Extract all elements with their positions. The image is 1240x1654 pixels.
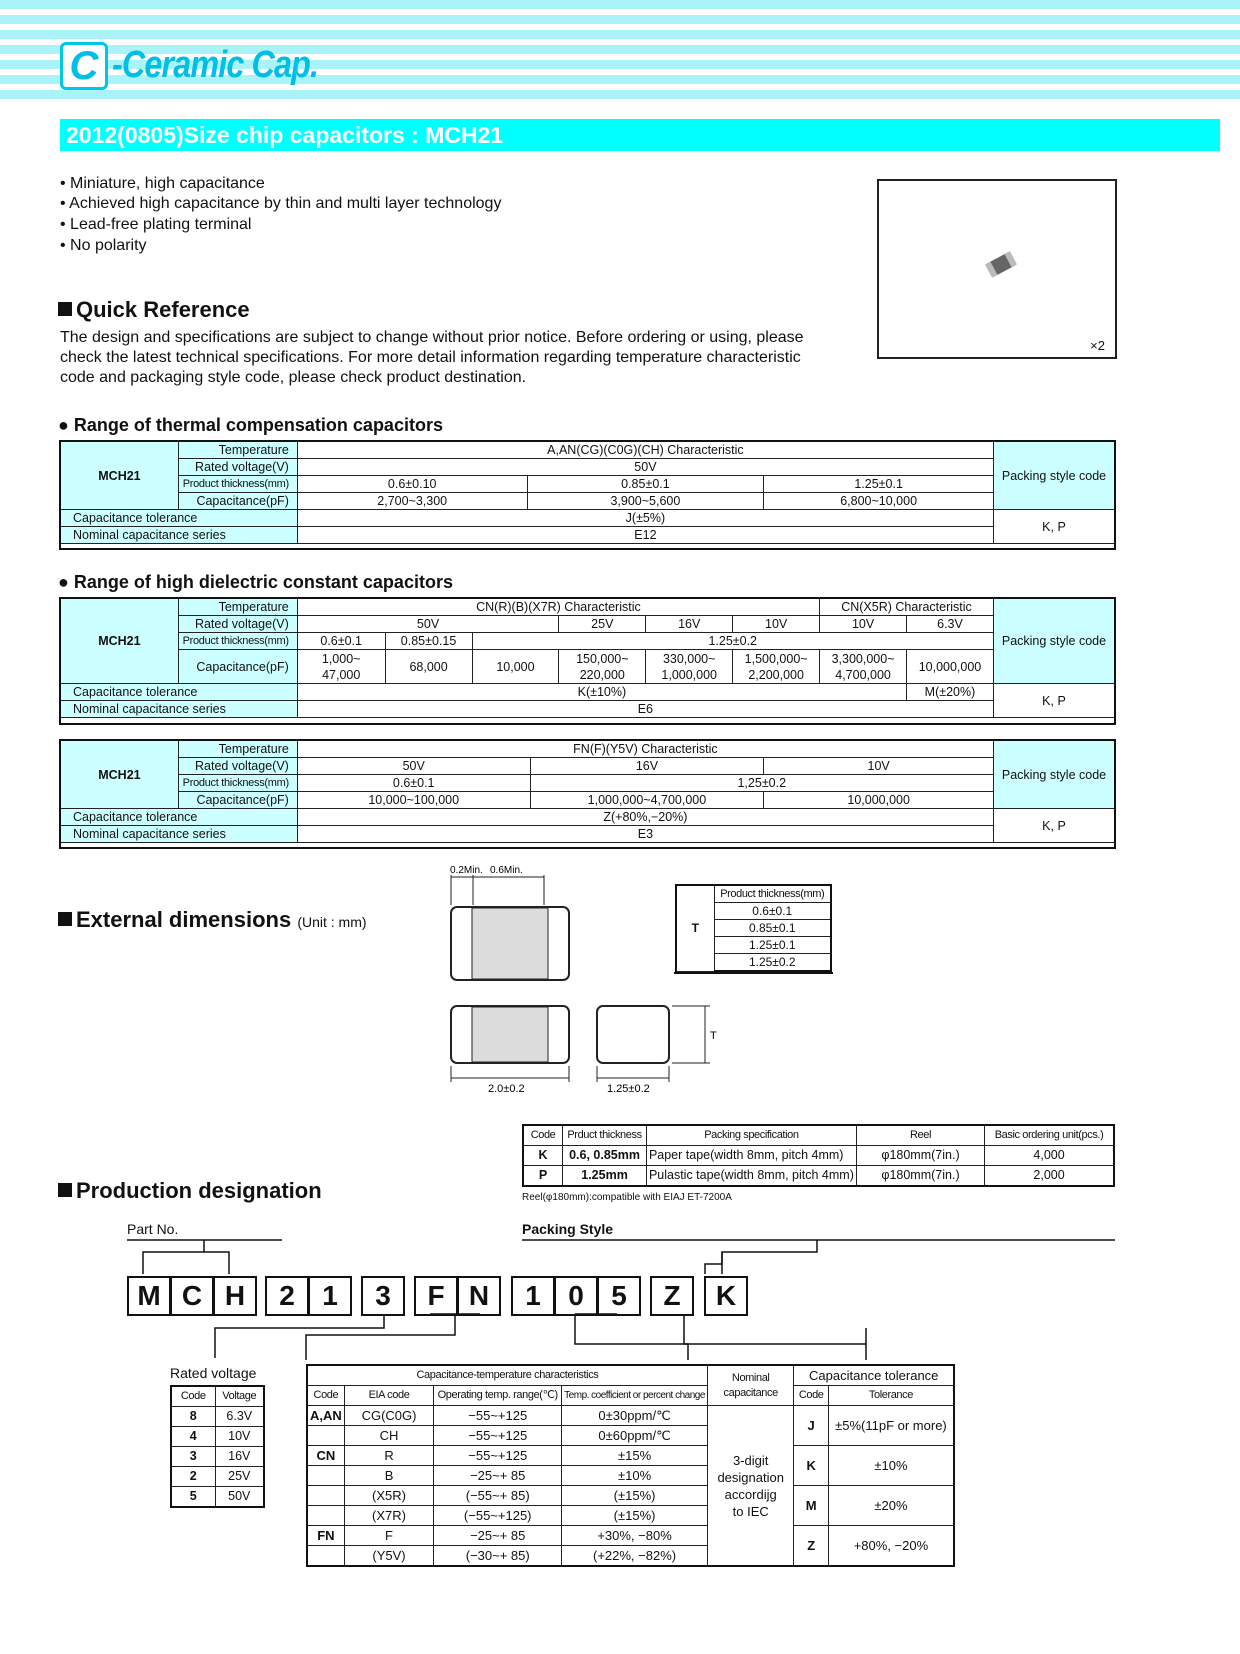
- photo-scale: ×2: [1090, 338, 1105, 353]
- section-title: -Ceramic Cap.: [112, 44, 319, 86]
- characteristics-table: Capacitance-temperature characteristics Nominal capacitance Capacitance tolerance Code EIA code Operating temp. range(℃) Temp. coefficient or percent change Code Tolerance A,AN CG(C0G) −55~+125 0±30ppm/℃ 3-digit designation accordijg to IEC J ±5%(11pF or more) CH −55~+125 0±60ppm/℃ CN R −55~+125 ±15% K ±10% B −25~+ 85 ±10% (X5R) (−55~+ 85) (±15%) M ±20% (X7R) (−55~+125) (±15%) FN F −25~+ 85 +30%, −80% Z +80%, −20% (Y5V) (−30~+ 85) (+22%, −82%): [306, 1364, 955, 1567]
- thermal-table: MCH21 Temperature A,AN(CG)(C0G)(CH) Characteristic Packing style code Rated voltage(V) 50V Product thickness(mm) 0.6±0.10 0.85±0.1 1.25±0.1 Capacitance(pF) 2,700~3,300 3,900~5,600 6,800~10,000 Capacitance tolerance J(±5%) K, P Nominal capacitance series E12: [60, 441, 1115, 544]
- feature-item: • Miniature, high capacitance: [60, 175, 265, 192]
- part-letter: K: [704, 1276, 748, 1316]
- part-letter: 1: [308, 1276, 352, 1316]
- quick-reference-text: The design and specifications are subject to change without prior notice. Before ordering or using, please check the latest technical specifications. For more detail information regarding temperature characteristic code and packaging style code, please check product destination.: [60, 329, 804, 386]
- part-letter: N: [457, 1276, 501, 1316]
- feature-item: • Achieved high capacitance by thin and multi layer technology: [60, 195, 502, 212]
- part-letter: Z: [650, 1276, 694, 1316]
- thickness-table-bottom: [674, 972, 833, 974]
- dimensions-heading: External dimensions (Unit : mm): [58, 907, 367, 935]
- part-letter: 1: [511, 1276, 555, 1316]
- min2-label: 0.6Min.: [490, 865, 523, 876]
- part-letter: 0: [554, 1276, 598, 1316]
- part-no-label: Part No.: [127, 1221, 179, 1237]
- packing-note: Reel(φ180mm):compatible with EIAJ ET-7200A: [522, 1192, 732, 1203]
- feature-item: • No polarity: [60, 237, 147, 254]
- thickness-table: T Product thickness(mm) 0.6±0.1 0.85±0.1 1.25±0.1 1.25±0.2: [675, 884, 832, 972]
- part-letter: 2: [265, 1276, 309, 1316]
- part-letter: 3: [361, 1276, 405, 1316]
- part-letter: F: [414, 1276, 458, 1316]
- rated-voltage-title: Rated voltage: [170, 1365, 257, 1381]
- part-letter: M: [127, 1276, 171, 1316]
- product-photo: [877, 179, 1117, 359]
- t-label: T: [710, 1030, 717, 1042]
- feature-item: • Lead-free plating terminal: [60, 216, 252, 233]
- product-banner: [60, 119, 1220, 151]
- part-letter: H: [213, 1276, 257, 1316]
- logo-c-icon: C: [60, 42, 108, 90]
- min1-label: 0.2Min.: [450, 865, 483, 876]
- rated-voltage-table: Code Voltage 8 6.3V 4 10V 3 16V 2 25V 5 50V: [170, 1385, 265, 1508]
- banner-text: 2012(0805)Size chip capacitors : MCH21: [66, 122, 504, 148]
- packing-table: Code Prduct thickness Packing specification Reel Basic ordering unit(pcs.) K 0.6, 0.85mm Paper tape(width 8mm, pitch 4mm) φ180mm(7in.) 4,000 P 1.25mm Pulastic tape(width 8mm, pitch 4mm) φ180mm(7in.) 2,000: [522, 1124, 1115, 1187]
- highk-heading: ● Range of high dielectric constant capacitors: [58, 572, 453, 592]
- chip-image: [985, 251, 1017, 277]
- part-letter: 5: [597, 1276, 641, 1316]
- fn-table: MCH21 Temperature FN(F)(Y5V) Characteristic Packing style code Rated voltage(V) 50V 16V 10V Product thickness(mm) 0.6±0.1 1,25±0.2 Capacitance(pF) 10,000~100,000 1,000,000~4,700,000 10,000,000 Capacitance tolerance Z(+80%,−20%) K, P Nominal capacitance series E3: [60, 740, 1115, 843]
- production-heading: Production designation: [58, 1178, 322, 1204]
- thermal-heading: ● Range of thermal compensation capacitors: [58, 415, 443, 435]
- quick-reference-heading: Quick Reference: [58, 297, 250, 323]
- length-label: 2.0±0.2: [488, 1083, 525, 1095]
- highk-table: MCH21 Temperature CN(R)(B)(X7R) Characteristic CN(X5R) Characteristic Packing style code Rated voltage(V) 50V 25V 16V 10V 10V 6.3V Product thickness(mm) 0.6±0.1 0.85±0.15 1.25±0.2 Capacitance(pF) 1,000~ 47,000 68,000 10,000 150,000~ 220,000 330,000~ 1,000,000 1,500,000~ 2,200,000 3,300,000~ 4,700,000 10,000,000 Capacitance tolerance K(±10%) M(±20%) K, P Nominal capacitance series E6: [60, 598, 1115, 718]
- part-letter: C: [170, 1276, 214, 1316]
- width-label: 1.25±0.2: [607, 1083, 650, 1095]
- packing-style-label: Packing Style: [522, 1221, 614, 1237]
